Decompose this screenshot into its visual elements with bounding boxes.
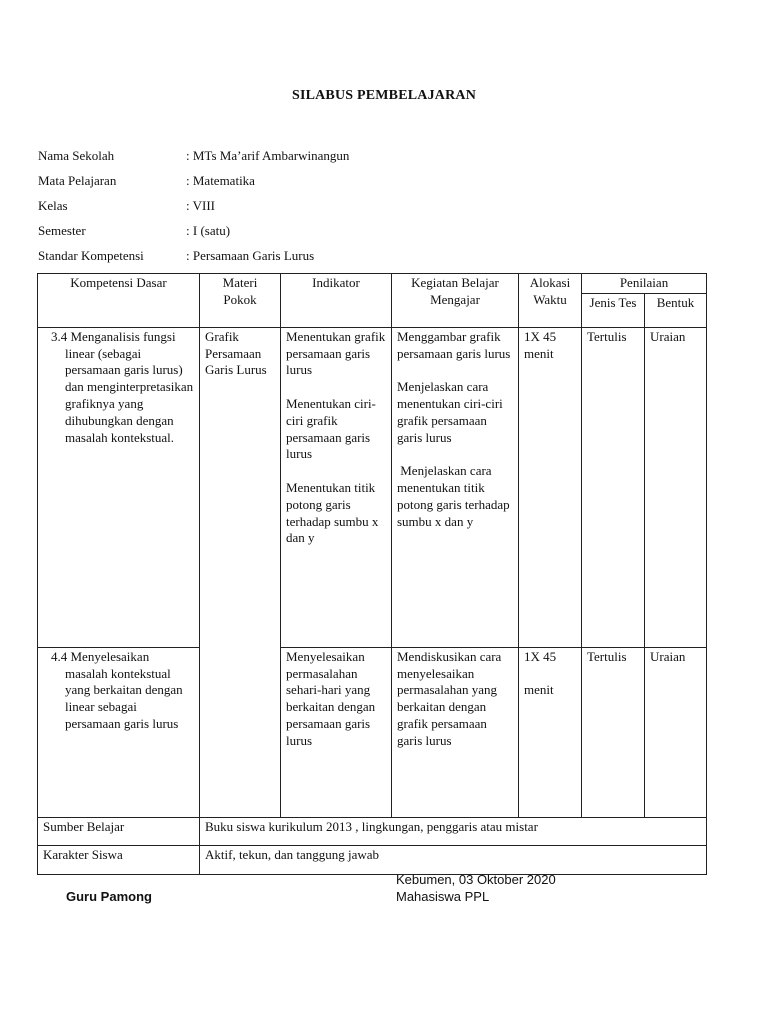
indikator-item: Menentukan grafik persamaan garis lurus [286,328,386,378]
kegiatan-cell [392,647,519,817]
alokasi-cell [519,327,582,647]
header-penilaian: Penilaian [582,274,707,294]
header-bentuk: Bentuk [645,293,707,327]
header-alokasi: Alokasi Waktu [519,274,582,328]
mahasiswa-label: Mahasiswa PPL [396,889,490,904]
alokasi-cell [519,647,582,817]
kd-text: 4.4 Menyelesaikan masalah kontekstual yang berkaitan dengan linear sebagai persamaan garis lurus [51,648,183,731]
info-row-standard [38,248,718,273]
table-row [38,327,707,647]
indikator-cell [281,647,392,817]
sumber-label: Sumber Belajar [38,817,200,845]
sumber-value: Buku siswa kurikulum 2013 , lingkungan, penggaris atau mistar [200,817,707,845]
info-row-subject [38,173,718,198]
info-label: Semester [38,223,86,238]
indikator-cell [281,327,392,647]
karakter-label: Karakter Siswa [38,845,200,874]
jenis-tes-cell: Tertulis [582,647,645,817]
alokasi-value: 1X 45 [524,648,557,664]
alokasi-unit: menit [524,345,554,361]
kd-text: 3.4 Menganalisis fungsi linear (sebagai persamaan garis lurus) dan menginterpretasikan grafiknya yang dihubungkan dengan masalah kontekstual. [51,328,194,445]
header-indikator: Indikator [281,274,392,328]
header-kompetensi-dasar: Kompetensi Dasar [38,274,200,328]
header-jenis-tes: Jenis Tes [582,293,645,327]
indikator-item: Menyelesaikan permasalahan sehari-hari yang berkaitan dengan persamaan garis lurus [286,648,376,748]
syllabus-table [37,273,707,875]
alokasi-value: 1X 45 [524,328,557,344]
info-row-class [38,198,718,223]
place-date: Kebumen, 03 Oktober 2020 [396,872,556,887]
info-label: Nama Sekolah [38,148,115,163]
info-value: : Matematika [186,173,255,188]
info-row-school [38,148,718,173]
kd-cell [38,647,200,817]
header-kegiatan: Kegiatan Belajar Mengajar [392,274,519,328]
bentuk-cell: Uraian [645,327,707,647]
kd-cell [38,327,200,647]
bentuk-cell: Uraian [645,647,707,817]
info-row-semester [38,223,718,248]
school-info [38,148,718,273]
kegiatan-cell [392,327,519,647]
kegiatan-item: Menggambar grafik persamaan garis lurus [397,328,511,361]
kegiatan-item: Menjelaskan cara menentukan ciri-ciri grafik persamaan garis lurus [397,379,507,445]
indikator-item: Menentukan ciri-ciri grafik persamaan garis lurus [286,395,376,462]
header-materi-pokok: Materi Pokok [200,274,281,328]
info-label: Kelas [38,198,68,213]
info-label: Mata Pelajaran [38,173,117,188]
kegiatan-item: Mendiskusikan cara menyelesaikan permasalahan yang berkaitan dengan grafik persamaan garis lurus [397,648,502,748]
info-value: : VIII [186,198,216,213]
info-value: : MTs Ma’arif Ambarwinangun [186,148,350,163]
karakter-value: Aktif, tekun, dan tanggung jawab [200,845,707,874]
alokasi-unit: menit [524,682,554,698]
materi-cell: Grafik Persamaan Garis Lurus [200,327,281,817]
guru-pamong-label: Guru Pamong [66,889,152,904]
kegiatan-item: Menjelaskan cara menentukan titik potong garis terhadap sumbu x dan y [397,463,513,529]
table-row [38,647,707,817]
document-title: SILABUS PEMBELAJARAN [291,88,477,103]
info-value: : I (satu) [186,223,231,238]
info-label: Standar Kompetensi [38,248,144,263]
info-value: : Persamaan Garis Lurus [186,248,315,263]
jenis-tes-cell: Tertulis [582,327,645,647]
indikator-item: Menentukan titik potong garis terhadap sumbu x dan y [286,479,379,546]
